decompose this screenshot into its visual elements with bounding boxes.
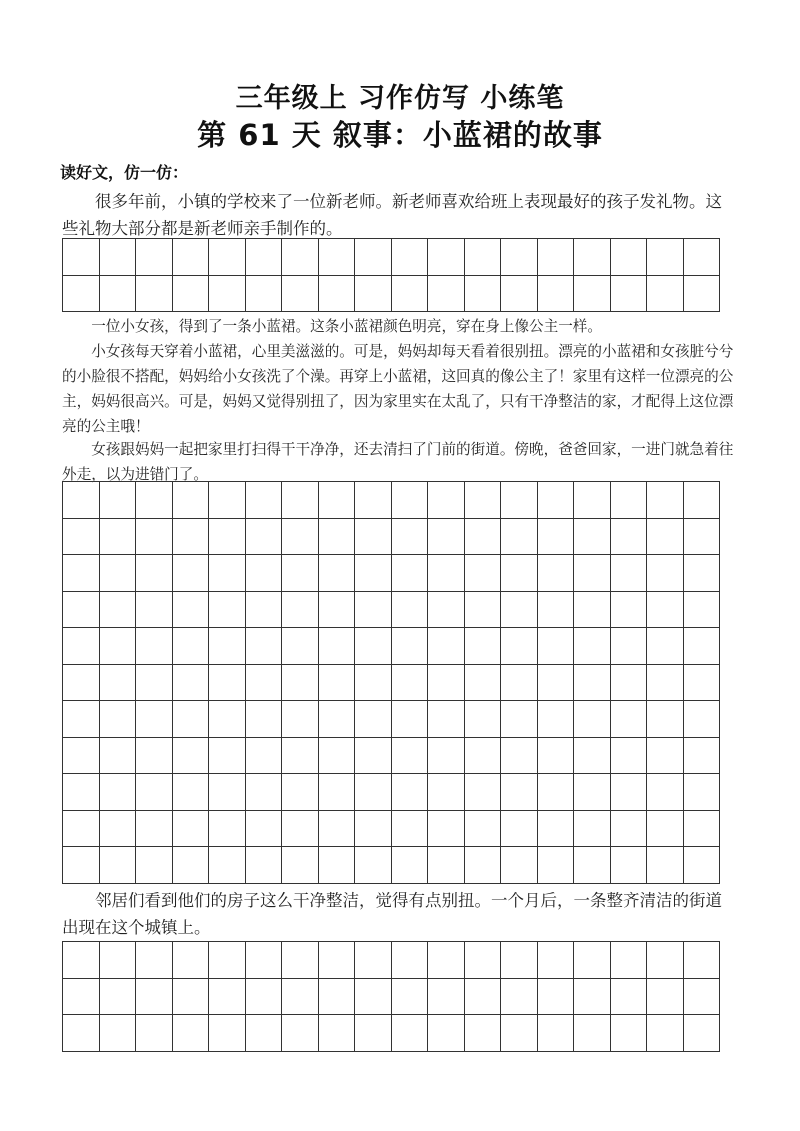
grid-cell[interactable] <box>684 665 721 702</box>
grid-cell[interactable] <box>574 239 611 276</box>
story-paragraph-1: 很多年前，小镇的学校来了一位新老师。新老师喜欢给班上表现最好的孩子发礼物。这些礼物大部分都是新老师亲手制作的。 <box>62 192 722 238</box>
grid-cell[interactable] <box>392 811 429 848</box>
grid-cell[interactable] <box>173 519 210 556</box>
grid-cell[interactable] <box>63 555 100 592</box>
grid-cell[interactable] <box>100 592 137 629</box>
grid-cell[interactable] <box>392 701 429 738</box>
grid-cell[interactable] <box>611 979 648 1016</box>
grid-cell[interactable] <box>574 665 611 702</box>
grid-cell[interactable] <box>501 519 538 556</box>
grid-cell[interactable] <box>647 774 684 811</box>
grid-cell[interactable] <box>100 555 137 592</box>
grid-cell[interactable] <box>136 628 173 665</box>
grid-cell[interactable] <box>465 482 502 519</box>
grid-cell[interactable] <box>282 811 319 848</box>
grid-cell[interactable] <box>100 774 137 811</box>
grid-cell[interactable] <box>282 482 319 519</box>
grid-cell[interactable] <box>574 519 611 556</box>
grid-cell[interactable] <box>684 774 721 811</box>
grid-cell[interactable] <box>355 811 392 848</box>
grid-cell[interactable] <box>355 1015 392 1052</box>
grid-cell[interactable] <box>209 519 246 556</box>
grid-cell[interactable] <box>173 942 210 979</box>
grid-cell[interactable] <box>574 628 611 665</box>
grid-cell[interactable] <box>136 555 173 592</box>
grid-cell[interactable] <box>282 847 319 884</box>
grid-cell[interactable] <box>63 1015 100 1052</box>
grid-cell[interactable] <box>392 555 429 592</box>
grid-cell[interactable] <box>209 276 246 313</box>
grid-cell[interactable] <box>100 811 137 848</box>
grid-cell[interactable] <box>501 701 538 738</box>
grid-cell[interactable] <box>209 738 246 775</box>
grid-cell[interactable] <box>465 276 502 313</box>
grid-cell[interactable] <box>63 482 100 519</box>
grid-cell[interactable] <box>355 519 392 556</box>
grid-cell[interactable] <box>501 1015 538 1052</box>
grid-cell[interactable] <box>136 847 173 884</box>
grid-cell[interactable] <box>246 847 283 884</box>
grid-cell[interactable] <box>538 1015 575 1052</box>
grid-cell[interactable] <box>173 628 210 665</box>
grid-cell[interactable] <box>319 738 356 775</box>
grid-cell[interactable] <box>136 239 173 276</box>
grid-cell[interactable] <box>501 239 538 276</box>
story-paragraph-2: 一位小女孩，得到了一条小蓝裙。这条小蓝裙颜色明亮，穿在身上像公主一样。 <box>62 318 602 335</box>
grid-cell[interactable] <box>501 774 538 811</box>
grid-cell[interactable] <box>647 979 684 1016</box>
grid-cell[interactable] <box>684 738 721 775</box>
grid-cell[interactable] <box>136 701 173 738</box>
grid-cell[interactable] <box>428 482 465 519</box>
grid-cell[interactable] <box>684 811 721 848</box>
grid-cell[interactable] <box>574 942 611 979</box>
grid-cell[interactable] <box>100 519 137 556</box>
grid-cell[interactable] <box>538 774 575 811</box>
grid-cell[interactable] <box>684 847 721 884</box>
grid-cell[interactable] <box>611 665 648 702</box>
grid-cell[interactable] <box>684 942 721 979</box>
grid-cell[interactable] <box>209 592 246 629</box>
grid-cell[interactable] <box>392 239 429 276</box>
grid-cell[interactable] <box>246 519 283 556</box>
grid-cell[interactable] <box>538 665 575 702</box>
grid-cell[interactable] <box>246 942 283 979</box>
grid-cell[interactable] <box>282 665 319 702</box>
writing-grid-1[interactable] <box>62 238 720 312</box>
grid-cell[interactable] <box>684 276 721 313</box>
grid-cell[interactable] <box>246 628 283 665</box>
grid-cell[interactable] <box>136 665 173 702</box>
grid-cell[interactable] <box>319 701 356 738</box>
grid-cell[interactable] <box>355 276 392 313</box>
grid-cell[interactable] <box>465 701 502 738</box>
grid-cell[interactable] <box>355 847 392 884</box>
grid-cell[interactable] <box>246 811 283 848</box>
grid-cell[interactable] <box>355 239 392 276</box>
grid-cell[interactable] <box>611 482 648 519</box>
grid-cell[interactable] <box>684 555 721 592</box>
grid-cell[interactable] <box>355 592 392 629</box>
grid-cell[interactable] <box>173 847 210 884</box>
grid-cell[interactable] <box>246 701 283 738</box>
grid-cell[interactable] <box>355 942 392 979</box>
grid-cell[interactable] <box>538 592 575 629</box>
grid-cell[interactable] <box>246 774 283 811</box>
grid-cell[interactable] <box>574 482 611 519</box>
grid-cell[interactable] <box>100 701 137 738</box>
grid-cell[interactable] <box>319 811 356 848</box>
grid-cell[interactable] <box>282 239 319 276</box>
grid-cell[interactable] <box>100 942 137 979</box>
grid-cell[interactable] <box>647 1015 684 1052</box>
grid-cell[interactable] <box>684 592 721 629</box>
grid-cell[interactable] <box>538 847 575 884</box>
grid-cell[interactable] <box>611 811 648 848</box>
grid-cell[interactable] <box>538 482 575 519</box>
grid-cell[interactable] <box>392 628 429 665</box>
grid-cell[interactable] <box>428 665 465 702</box>
grid-cell[interactable] <box>538 811 575 848</box>
grid-cell[interactable] <box>684 1015 721 1052</box>
grid-cell[interactable] <box>209 774 246 811</box>
grid-cell[interactable] <box>428 239 465 276</box>
grid-cell[interactable] <box>136 811 173 848</box>
grid-cell[interactable] <box>209 239 246 276</box>
grid-cell[interactable] <box>392 519 429 556</box>
grid-cell[interactable] <box>209 665 246 702</box>
grid-cell[interactable] <box>465 1015 502 1052</box>
grid-cell[interactable] <box>684 628 721 665</box>
grid-cell[interactable] <box>282 519 319 556</box>
grid-cell[interactable] <box>501 665 538 702</box>
grid-cell[interactable] <box>465 628 502 665</box>
grid-cell[interactable] <box>392 665 429 702</box>
grid-cell[interactable] <box>63 239 100 276</box>
grid-cell[interactable] <box>611 942 648 979</box>
grid-cell[interactable] <box>428 738 465 775</box>
grid-cell[interactable] <box>209 701 246 738</box>
grid-cell[interactable] <box>428 555 465 592</box>
grid-cell[interactable] <box>392 738 429 775</box>
grid-cell[interactable] <box>209 942 246 979</box>
grid-cell[interactable] <box>611 738 648 775</box>
grid-cell[interactable] <box>465 774 502 811</box>
grid-cell[interactable] <box>173 701 210 738</box>
grid-cell[interactable] <box>428 979 465 1016</box>
grid-cell[interactable] <box>100 738 137 775</box>
grid-cell[interactable] <box>282 738 319 775</box>
grid-cell[interactable] <box>136 482 173 519</box>
grid-cell[interactable] <box>647 482 684 519</box>
grid-cell[interactable] <box>355 628 392 665</box>
grid-cell[interactable] <box>246 979 283 1016</box>
grid-cell[interactable] <box>465 555 502 592</box>
grid-cell[interactable] <box>465 738 502 775</box>
grid-cell[interactable] <box>501 482 538 519</box>
grid-cell[interactable] <box>574 1015 611 1052</box>
grid-cell[interactable] <box>246 665 283 702</box>
grid-cell[interactable] <box>647 701 684 738</box>
grid-cell[interactable] <box>392 774 429 811</box>
grid-cell[interactable] <box>63 519 100 556</box>
writing-grid-3[interactable] <box>62 941 720 1052</box>
grid-cell[interactable] <box>63 979 100 1016</box>
grid-cell[interactable] <box>282 701 319 738</box>
grid-cell[interactable] <box>319 1015 356 1052</box>
grid-cell[interactable] <box>611 519 648 556</box>
grid-cell[interactable] <box>173 482 210 519</box>
grid-cell[interactable] <box>136 592 173 629</box>
grid-cell[interactable] <box>209 555 246 592</box>
grid-cell[interactable] <box>392 482 429 519</box>
grid-cell[interactable] <box>428 276 465 313</box>
grid-cell[interactable] <box>173 239 210 276</box>
grid-cell[interactable] <box>574 592 611 629</box>
grid-cell[interactable] <box>100 847 137 884</box>
grid-cell[interactable] <box>173 592 210 629</box>
grid-cell[interactable] <box>319 239 356 276</box>
grid-cell[interactable] <box>282 979 319 1016</box>
grid-cell[interactable] <box>246 482 283 519</box>
grid-cell[interactable] <box>574 555 611 592</box>
grid-cell[interactable] <box>355 665 392 702</box>
grid-cell[interactable] <box>684 482 721 519</box>
grid-cell[interactable] <box>465 665 502 702</box>
grid-cell[interactable] <box>100 665 137 702</box>
grid-cell[interactable] <box>63 276 100 313</box>
grid-cell[interactable] <box>684 239 721 276</box>
grid-cell[interactable] <box>428 1015 465 1052</box>
grid-cell[interactable] <box>611 592 648 629</box>
grid-cell[interactable] <box>428 592 465 629</box>
grid-cell[interactable] <box>611 628 648 665</box>
grid-cell[interactable] <box>319 628 356 665</box>
grid-cell[interactable] <box>501 276 538 313</box>
grid-cell[interactable] <box>319 482 356 519</box>
grid-cell[interactable] <box>63 592 100 629</box>
grid-cell[interactable] <box>319 774 356 811</box>
grid-cell[interactable] <box>428 811 465 848</box>
grid-cell[interactable] <box>100 979 137 1016</box>
grid-cell[interactable] <box>538 738 575 775</box>
grid-cell[interactable] <box>647 665 684 702</box>
grid-cell[interactable] <box>355 774 392 811</box>
grid-cell[interactable] <box>209 482 246 519</box>
grid-cell[interactable] <box>465 592 502 629</box>
grid-cell[interactable] <box>173 774 210 811</box>
writing-grid-2[interactable] <box>62 481 720 884</box>
grid-cell[interactable] <box>392 592 429 629</box>
grid-cell[interactable] <box>611 701 648 738</box>
grid-cell[interactable] <box>209 979 246 1016</box>
grid-cell[interactable] <box>355 555 392 592</box>
grid-cell[interactable] <box>282 555 319 592</box>
grid-cell[interactable] <box>501 847 538 884</box>
grid-cell[interactable] <box>538 979 575 1016</box>
grid-cell[interactable] <box>465 519 502 556</box>
grid-cell[interactable] <box>63 942 100 979</box>
grid-cell[interactable] <box>574 701 611 738</box>
grid-cell[interactable] <box>282 774 319 811</box>
grid-cell[interactable] <box>684 979 721 1016</box>
grid-cell[interactable] <box>647 276 684 313</box>
worksheet-title: 三年级上 习作仿写 小练笔 <box>235 83 565 114</box>
grid-cell[interactable] <box>355 482 392 519</box>
grid-cell[interactable] <box>611 774 648 811</box>
grid-cell[interactable] <box>136 276 173 313</box>
grid-cell[interactable] <box>647 519 684 556</box>
grid-cell[interactable] <box>209 847 246 884</box>
grid-cell[interactable] <box>538 239 575 276</box>
grid-cell[interactable] <box>282 942 319 979</box>
grid-cell[interactable] <box>428 519 465 556</box>
grid-cell[interactable] <box>246 592 283 629</box>
grid-cell[interactable] <box>173 276 210 313</box>
grid-cell[interactable] <box>392 942 429 979</box>
grid-cell[interactable] <box>574 811 611 848</box>
grid-cell[interactable] <box>501 555 538 592</box>
grid-cell[interactable] <box>501 738 538 775</box>
grid-cell[interactable] <box>246 1015 283 1052</box>
lesson-subtitle: 第 61 天 叙事：小蓝裙的故事 <box>197 118 603 152</box>
grid-cell[interactable] <box>465 239 502 276</box>
grid-cell[interactable] <box>465 979 502 1016</box>
grid-cell[interactable] <box>611 1015 648 1052</box>
grid-cell[interactable] <box>538 276 575 313</box>
grid-cell[interactable] <box>319 847 356 884</box>
instruction-label: 读好文，仿一仿： <box>60 163 189 182</box>
grid-cell[interactable] <box>136 774 173 811</box>
grid-cell[interactable] <box>100 628 137 665</box>
grid-cell[interactable] <box>574 738 611 775</box>
grid-cell[interactable] <box>100 482 137 519</box>
grid-cell[interactable] <box>173 555 210 592</box>
grid-cell[interactable] <box>282 1015 319 1052</box>
grid-cell[interactable] <box>246 276 283 313</box>
grid-cell[interactable] <box>319 665 356 702</box>
grid-cell[interactable] <box>355 979 392 1016</box>
grid-cell[interactable] <box>246 239 283 276</box>
grid-cell[interactable] <box>538 701 575 738</box>
grid-cell[interactable] <box>136 979 173 1016</box>
grid-cell[interactable] <box>100 239 137 276</box>
grid-cell[interactable] <box>684 701 721 738</box>
grid-cell[interactable] <box>647 592 684 629</box>
grid-cell[interactable] <box>428 942 465 979</box>
grid-cell[interactable] <box>647 239 684 276</box>
grid-cell[interactable] <box>611 276 648 313</box>
grid-cell[interactable] <box>647 942 684 979</box>
grid-cell[interactable] <box>319 519 356 556</box>
grid-cell[interactable] <box>355 701 392 738</box>
grid-cell[interactable] <box>319 942 356 979</box>
grid-cell[interactable] <box>63 665 100 702</box>
grid-cell[interactable] <box>501 628 538 665</box>
grid-cell[interactable] <box>647 628 684 665</box>
grid-cell[interactable] <box>136 942 173 979</box>
grid-cell[interactable] <box>428 628 465 665</box>
grid-cell[interactable] <box>647 555 684 592</box>
grid-cell[interactable] <box>282 276 319 313</box>
grid-cell[interactable] <box>574 276 611 313</box>
grid-cell[interactable] <box>209 628 246 665</box>
grid-cell[interactable] <box>574 847 611 884</box>
grid-cell[interactable] <box>392 847 429 884</box>
grid-cell[interactable] <box>100 1015 137 1052</box>
grid-cell[interactable] <box>319 592 356 629</box>
grid-cell[interactable] <box>501 942 538 979</box>
grid-cell[interactable] <box>684 519 721 556</box>
grid-cell[interactable] <box>574 979 611 1016</box>
grid-cell[interactable] <box>173 811 210 848</box>
grid-cell[interactable] <box>63 774 100 811</box>
grid-cell[interactable] <box>136 519 173 556</box>
grid-cell[interactable] <box>282 592 319 629</box>
grid-cell[interactable] <box>392 276 429 313</box>
grid-cell[interactable] <box>63 847 100 884</box>
grid-cell[interactable] <box>465 847 502 884</box>
grid-cell[interactable] <box>319 276 356 313</box>
grid-cell[interactable] <box>465 811 502 848</box>
grid-cell[interactable] <box>538 555 575 592</box>
story-paragraph-4: 女孩跟妈妈一起把家里打扫得干干净净，还去清扫了门前的街道。傍晚，爸爸回家，一进门就急着往外走，以为进错门了。 <box>62 441 734 483</box>
grid-cell[interactable] <box>574 774 611 811</box>
grid-cell[interactable] <box>538 942 575 979</box>
grid-cell[interactable] <box>501 592 538 629</box>
grid-cell[interactable] <box>319 979 356 1016</box>
grid-cell[interactable] <box>611 239 648 276</box>
grid-cell[interactable] <box>173 665 210 702</box>
grid-cell[interactable] <box>246 555 283 592</box>
grid-cell[interactable] <box>501 979 538 1016</box>
grid-cell[interactable] <box>173 1015 210 1052</box>
grid-cell[interactable] <box>173 979 210 1016</box>
grid-cell[interactable] <box>428 774 465 811</box>
grid-cell[interactable] <box>611 555 648 592</box>
grid-cell[interactable] <box>63 738 100 775</box>
grid-cell[interactable] <box>501 811 538 848</box>
grid-cell[interactable] <box>538 519 575 556</box>
grid-cell[interactable] <box>209 1015 246 1052</box>
grid-cell[interactable] <box>63 628 100 665</box>
grid-cell[interactable] <box>538 628 575 665</box>
grid-cell[interactable] <box>355 738 392 775</box>
story-paragraph-3: 小女孩每天穿着小蓝裙，心里美滋滋的。可是，妈妈却每天看着很别扭。漂亮的小蓝裙和女孩脏兮兮的小脸很不搭配，妈妈给小女孩洗了个澡。再穿上小蓝裙，这回真的像公主了！家里有这样一位漂亮的公主，妈妈很高兴。可是，妈妈又觉得别扭了，因为家里实在太乱了，只有干净整洁的家，才配得上这位漂亮的公主哦！ <box>62 343 734 435</box>
grid-cell[interactable] <box>246 738 283 775</box>
grid-cell[interactable] <box>282 628 319 665</box>
grid-cell[interactable] <box>647 738 684 775</box>
grid-cell[interactable] <box>428 701 465 738</box>
grid-cell[interactable] <box>63 701 100 738</box>
grid-cell[interactable] <box>465 942 502 979</box>
grid-cell[interactable] <box>209 811 246 848</box>
grid-cell[interactable] <box>136 738 173 775</box>
grid-cell[interactable] <box>428 847 465 884</box>
grid-cell[interactable] <box>611 847 648 884</box>
grid-cell[interactable] <box>100 276 137 313</box>
grid-cell[interactable] <box>319 555 356 592</box>
grid-cell[interactable] <box>392 979 429 1016</box>
grid-cell[interactable] <box>63 811 100 848</box>
story-paragraph-5: 邻居们看到他们的房子这么干净整洁，觉得有点别扭。一个月后，一条整齐清洁的街道出现在这个城镇上。 <box>62 891 722 937</box>
grid-cell[interactable] <box>647 847 684 884</box>
grid-cell[interactable] <box>647 811 684 848</box>
grid-cell[interactable] <box>392 1015 429 1052</box>
grid-cell[interactable] <box>173 738 210 775</box>
grid-cell[interactable] <box>136 1015 173 1052</box>
